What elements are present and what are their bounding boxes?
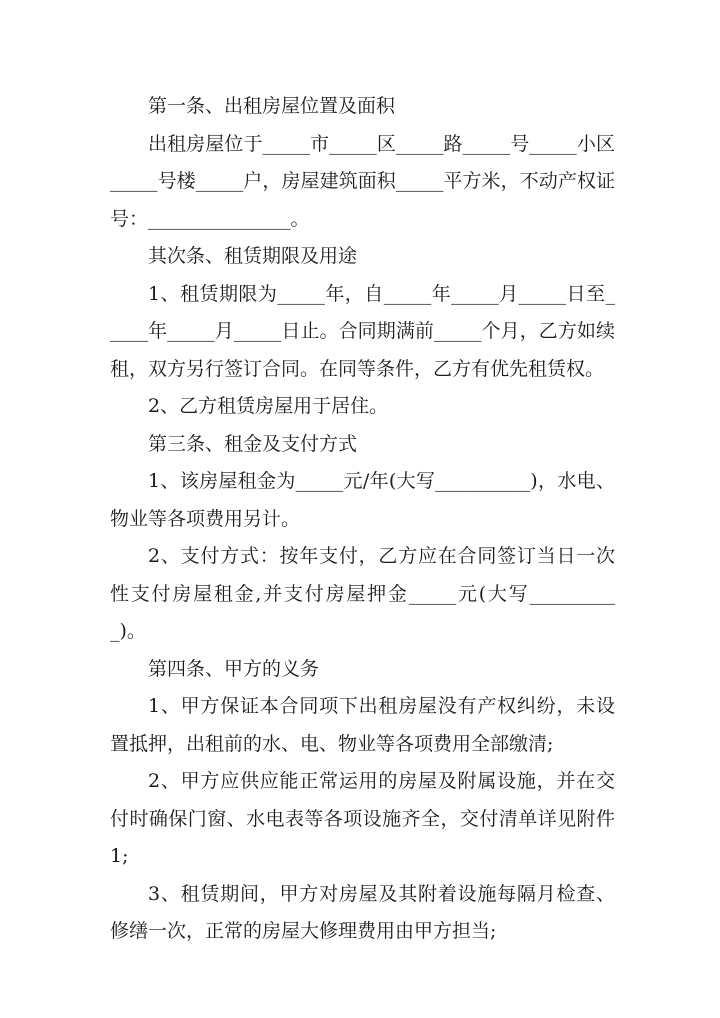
section-heading-2: 其次条、租赁期限及用途 (148, 245, 358, 267)
section-heading-4: 第四条、甲方的义务 (148, 657, 320, 680)
paragraph-usage: 2、乙方租赁房屋用于居住。 (148, 395, 389, 417)
section-heading-3: 第三条、租金及支付方式 (148, 432, 358, 455)
paragraph-lease-term: 1、租赁期限为_____年，自_____年_____月_____日至_____年_____月_____日止。合同期满前_____个月，乙方如续租，双方另行签订合同。在同等条件，乙方有优先租赁权。 (110, 282, 615, 380)
paragraph-rent: 1、该房屋租金为_____元/年(大写__________)，水电、物业等各项费用另计。 (110, 470, 615, 530)
paragraph-obligation-2: 2、甲方应供应能正常运用的房屋及附属设施，并在交付时确保门窗、水电表等各项设施齐全，交付清单详见附件1; (110, 770, 615, 867)
paragraph-obligation-3: 3、租赁期间，甲方对房屋及其附着设施每隔月检查、修缮一次，正常的房屋大修理费用由甲方担当; (110, 882, 615, 942)
paragraph-obligation-1: 1、甲方保证本合同项下出租房屋没有产权纠纷，未设置抵押，出租前的水、电、物业等各项费用全部缴清; (110, 695, 615, 755)
paragraph-payment: 2、支付方式：按年支付，乙方应在合同签订当日一次性支付房屋租金,并支付房屋押金_____元(大写__________)。 (110, 545, 615, 642)
section-heading-1: 第一条、出租房屋位置及面积 (148, 95, 396, 117)
document-body (110, 88, 615, 951)
paragraph-location: 出租房屋位于_____市_____区_____路_____号_____小区_____号楼_____户，房屋建筑面积_____平方米，不动产权证号：_______________。 (110, 132, 615, 230)
